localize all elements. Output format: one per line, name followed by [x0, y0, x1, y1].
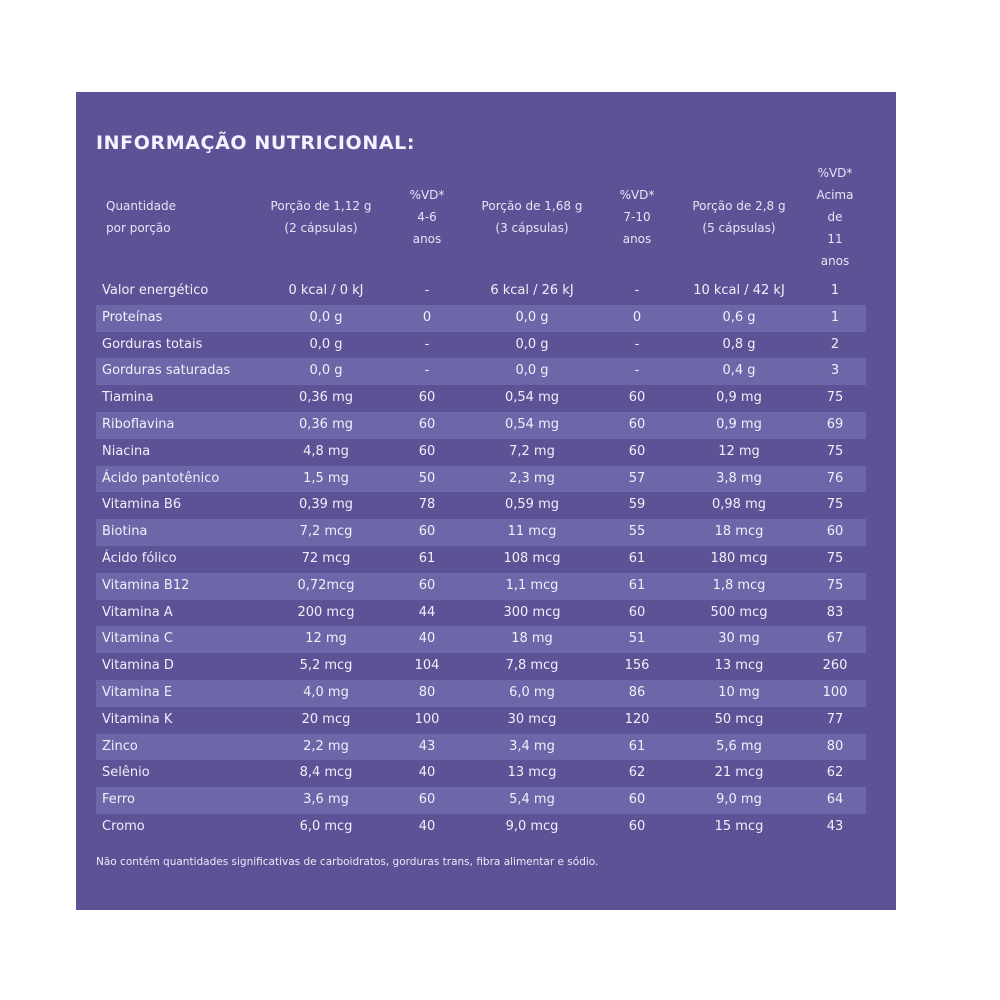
portion-3-value: 9,0 mg — [716, 792, 762, 808]
portion-1-value: 0,39 mg — [299, 497, 353, 513]
vd-4-6-value: 44 — [418, 604, 436, 620]
portion-1-value: 12 mg — [305, 631, 347, 647]
portion-3-value: 3,8 mg — [716, 470, 762, 486]
portion-1-value: 0,0 g — [309, 309, 343, 325]
vd-7-10-value: 156 — [624, 658, 650, 674]
vd-11-plus-value: 75 — [826, 577, 844, 593]
portion-3-value: 0,9 mg — [716, 390, 762, 406]
header-vd-7-10-line: anos — [622, 232, 652, 246]
vd-11-plus-value: 67 — [826, 631, 844, 647]
header-portion-3-line: Porção de 2,8 g — [692, 199, 786, 213]
portion-1-value: 7,2 mcg — [299, 524, 353, 540]
table-row — [96, 707, 866, 734]
portion-2-value: 0,0 g — [515, 309, 549, 325]
vd-7-10-value: 57 — [628, 470, 646, 486]
vd-11-plus-value: 60 — [826, 524, 844, 540]
portion-3-value: 0,9 mg — [716, 416, 762, 432]
vd-7-10-value: 55 — [628, 524, 646, 540]
vd-11-plus-value: 62 — [826, 765, 844, 781]
portion-2-value: 0,0 g — [515, 363, 549, 379]
vd-4-6-value: 50 — [418, 470, 436, 486]
portion-1-value: 0,36 mg — [299, 416, 353, 432]
table-row — [96, 278, 866, 305]
portion-3-value: 13 mcg — [714, 658, 764, 674]
vd-7-10-value: 61 — [628, 738, 646, 754]
header-vd-7-10-line: 7-10 — [623, 210, 651, 224]
portion-2-value: 0,0 g — [515, 336, 549, 352]
vd-4-6-value: 100 — [414, 711, 440, 727]
vd-11-plus-value: 75 — [826, 390, 844, 406]
nutrient-name: Vitamina C — [102, 631, 173, 647]
portion-2-value: 1,1 mcg — [505, 577, 559, 593]
header-vd-4-6-line: %VD* — [409, 188, 445, 202]
vd-7-10-value: 61 — [628, 550, 646, 566]
portion-3-value: 10 kcal / 42 kJ — [693, 283, 785, 298]
vd-7-10-value: - — [634, 336, 640, 352]
nutrient-name: Valor energético — [102, 283, 209, 298]
header-portion-1 — [241, 195, 401, 239]
vd-4-6-value: 0 — [422, 309, 432, 325]
table-row — [96, 412, 866, 439]
vd-7-10-value: 60 — [628, 818, 646, 834]
vd-11-plus-value: 77 — [826, 711, 844, 727]
nutrient-name: Gorduras saturadas — [102, 363, 231, 379]
portion-3-value: 12 mg — [718, 443, 760, 459]
portion-3-value: 15 mcg — [714, 818, 764, 834]
vd-7-10-value: 86 — [628, 684, 646, 700]
portion-2-value: 0,59 mg — [505, 497, 559, 513]
vd-7-10-value: 60 — [628, 416, 646, 432]
table-row — [96, 760, 866, 787]
nutrient-name: Vitamina B12 — [102, 577, 190, 593]
portion-2-value: 3,4 mg — [509, 738, 555, 754]
portion-2-value: 30 mcg — [507, 711, 557, 727]
header-portion-1-line: Porção de 1,12 g — [270, 199, 372, 213]
vd-11-plus-value: 260 — [822, 658, 848, 674]
portion-1-value: 200 mcg — [297, 604, 355, 620]
nutrient-name: Niacina — [102, 443, 151, 459]
portion-3-value: 180 mcg — [710, 550, 768, 566]
table-row — [96, 546, 866, 573]
nutrient-name: Ferro — [102, 792, 135, 808]
vd-4-6-value: 60 — [418, 443, 436, 459]
portion-3-value: 18 mcg — [714, 524, 764, 540]
vd-4-6-value: 40 — [418, 631, 436, 647]
nutrient-name: Biotina — [102, 524, 148, 540]
table-row — [96, 734, 866, 761]
portion-1-value: 4,8 mg — [303, 443, 349, 459]
vd-7-10-value: 60 — [628, 390, 646, 406]
vd-11-plus-value: 69 — [826, 416, 844, 432]
portion-2-value: 5,4 mg — [509, 792, 555, 808]
table-row — [96, 305, 866, 332]
portion-2-value: 18 mg — [511, 631, 553, 647]
portion-2-value: 9,0 mcg — [505, 818, 559, 834]
vd-4-6-value: 78 — [418, 497, 436, 513]
portion-1-value: 20 mcg — [301, 711, 351, 727]
portion-2-value: 108 mcg — [503, 550, 561, 566]
portion-3-value: 21 mcg — [714, 765, 764, 781]
vd-7-10-value: 60 — [628, 604, 646, 620]
vd-7-10-value: 120 — [624, 711, 650, 727]
header-vd-11-plus-line: %VD* — [817, 166, 853, 180]
vd-4-6-value: 80 — [418, 684, 436, 700]
nutrient-name: Zinco — [102, 738, 138, 754]
vd-4-6-value: - — [424, 363, 430, 379]
portion-2-value: 13 mcg — [507, 765, 557, 781]
nutrient-name: Vitamina K — [102, 711, 173, 727]
portion-2-value: 2,3 mg — [509, 470, 555, 486]
nutrient-name: Vitamina B6 — [102, 497, 182, 513]
portion-1-value: 0,36 mg — [299, 390, 353, 406]
header-vd-4-6-line: 4-6 — [417, 210, 437, 224]
nutrient-name: Ácido fólico — [102, 550, 177, 566]
vd-11-plus-value: 75 — [826, 550, 844, 566]
portion-1-value: 6,0 mcg — [299, 818, 353, 834]
vd-4-6-value: 60 — [418, 577, 436, 593]
table-row — [96, 519, 866, 546]
portion-1-value: 0,0 g — [309, 336, 343, 352]
header-portion-3-line: (5 cápsulas) — [702, 221, 776, 235]
vd-7-10-value: 60 — [628, 443, 646, 459]
vd-11-plus-value: 83 — [826, 604, 844, 620]
nutrient-name: Vitamina A — [102, 604, 173, 620]
portion-1-value: 1,5 mg — [303, 470, 349, 486]
table-row — [96, 492, 866, 519]
portion-2-value: 0,54 mg — [505, 416, 559, 432]
vd-11-plus-value: 75 — [826, 443, 844, 459]
portion-1-value: 3,6 mg — [303, 792, 349, 808]
portion-2-value: 0,54 mg — [505, 390, 559, 406]
nutrition-table — [96, 278, 866, 841]
header-portion-3 — [659, 195, 819, 239]
vd-4-6-value: 60 — [418, 792, 436, 808]
table-row — [96, 680, 866, 707]
header-portion-2-line: Porção de 1,68 g — [481, 199, 583, 213]
vd-4-6-value: 60 — [418, 524, 436, 540]
vd-11-plus-value: 3 — [830, 363, 840, 379]
portion-2-value: 300 mcg — [503, 604, 561, 620]
nutrition-panel — [76, 92, 896, 910]
table-row — [96, 439, 866, 466]
vd-11-plus-value: 76 — [826, 470, 844, 486]
portion-2-value: 6 kcal / 26 kJ — [490, 283, 574, 298]
vd-4-6-value: 40 — [418, 765, 436, 781]
portion-1-value: 8,4 mcg — [299, 765, 353, 781]
vd-4-6-value: 104 — [414, 658, 440, 674]
table-row — [96, 653, 866, 680]
vd-11-plus-value: 100 — [822, 684, 848, 700]
portion-3-value: 50 mcg — [714, 711, 764, 727]
vd-7-10-value: 60 — [628, 792, 646, 808]
portion-2-value: 11 mcg — [507, 524, 557, 540]
header-portion-2 — [452, 195, 612, 239]
portion-1-value: 0 kcal / 0 kJ — [288, 283, 364, 298]
portion-3-value: 0,98 mg — [712, 497, 766, 513]
table-row — [96, 573, 866, 600]
portion-3-value: 0,6 g — [722, 309, 756, 325]
table-row — [96, 787, 866, 814]
table-row — [96, 600, 866, 627]
footnote: Não contém quantidades significativas de carboidratos, gorduras trans, fibra alimentar e sódio. — [96, 856, 599, 868]
portion-1-value: 0,0 g — [309, 363, 343, 379]
portion-3-value: 0,8 g — [722, 336, 756, 352]
header-vd-11-plus-line: 11 — [827, 232, 843, 246]
header-portion-1-line: (2 cápsulas) — [284, 221, 358, 235]
portion-1-value: 72 mcg — [301, 550, 351, 566]
nutrient-name: Tiamina — [102, 390, 154, 406]
nutrient-name: Riboflavina — [102, 416, 175, 432]
vd-11-plus-value: 80 — [826, 738, 844, 754]
vd-4-6-value: - — [424, 336, 430, 352]
header-vd-11-plus-line: de — [827, 210, 843, 224]
nutrient-name: Selênio — [102, 765, 150, 781]
nutrient-name: Vitamina D — [102, 658, 174, 674]
nutrient-name: Gorduras totais — [102, 336, 203, 352]
header-vd-4-6 — [394, 184, 460, 250]
portion-2-value: 7,2 mg — [509, 443, 555, 459]
header-vd-4-6-line: anos — [412, 232, 442, 246]
portion-1-value: 2,2 mg — [303, 738, 349, 754]
portion-3-value: 500 mcg — [710, 604, 768, 620]
table-row — [96, 358, 866, 385]
portion-3-value: 30 mg — [718, 631, 760, 647]
header-vd-7-10-line: %VD* — [619, 188, 655, 202]
portion-2-value: 7,8 mcg — [505, 658, 559, 674]
vd-11-plus-value: 64 — [826, 792, 844, 808]
vd-11-plus-value: 75 — [826, 497, 844, 513]
vd-7-10-value: 0 — [632, 309, 642, 325]
portion-3-value: 0,4 g — [722, 363, 756, 379]
header-vd-11-plus-line: Acima — [816, 188, 854, 202]
header-quantity-line: por porção — [106, 221, 171, 235]
vd-7-10-value: - — [634, 363, 640, 379]
portion-3-value: 10 mg — [718, 684, 760, 700]
vd-4-6-value: 60 — [418, 390, 436, 406]
vd-7-10-value: 61 — [628, 577, 646, 593]
vd-7-10-value: - — [634, 283, 640, 298]
vd-11-plus-value: 1 — [830, 309, 840, 325]
vd-4-6-value: 61 — [418, 550, 436, 566]
vd-11-plus-value: 43 — [826, 818, 844, 834]
vd-4-6-value: 60 — [418, 416, 436, 432]
table-row — [96, 466, 866, 493]
portion-1-value: 0,72mcg — [297, 577, 355, 593]
header-portion-2-line: (3 cápsulas) — [495, 221, 569, 235]
table-row — [96, 626, 866, 653]
page-title: INFORMAÇÃO NUTRICIONAL: — [96, 132, 416, 154]
nutrient-name: Ácido pantotênico — [102, 470, 220, 486]
header-vd-11-plus-line: anos — [820, 254, 850, 268]
portion-1-value: 4,0 mg — [303, 684, 349, 700]
vd-4-6-value: 43 — [418, 738, 436, 754]
vd-7-10-value: 59 — [628, 497, 646, 513]
vd-4-6-value: - — [424, 283, 430, 298]
portion-2-value: 6,0 mg — [509, 684, 555, 700]
portion-3-value: 5,6 mg — [716, 738, 762, 754]
vd-11-plus-value: 1 — [830, 283, 840, 298]
vd-11-plus-value: 2 — [830, 336, 840, 352]
portion-1-value: 5,2 mcg — [299, 658, 353, 674]
vd-7-10-value: 51 — [628, 631, 646, 647]
header-quantity-line: Quantidade — [106, 199, 177, 213]
table-row — [96, 814, 866, 841]
header-vd-11-plus — [804, 162, 866, 272]
nutrient-name: Vitamina E — [102, 684, 173, 700]
vd-4-6-value: 40 — [418, 818, 436, 834]
vd-7-10-value: 62 — [628, 765, 646, 781]
table-row — [96, 385, 866, 412]
portion-3-value: 1,8 mcg — [712, 577, 766, 593]
table-row — [96, 332, 866, 359]
header-quantity — [106, 195, 176, 239]
nutrient-name: Cromo — [102, 818, 145, 834]
nutrient-name: Proteínas — [102, 309, 163, 325]
